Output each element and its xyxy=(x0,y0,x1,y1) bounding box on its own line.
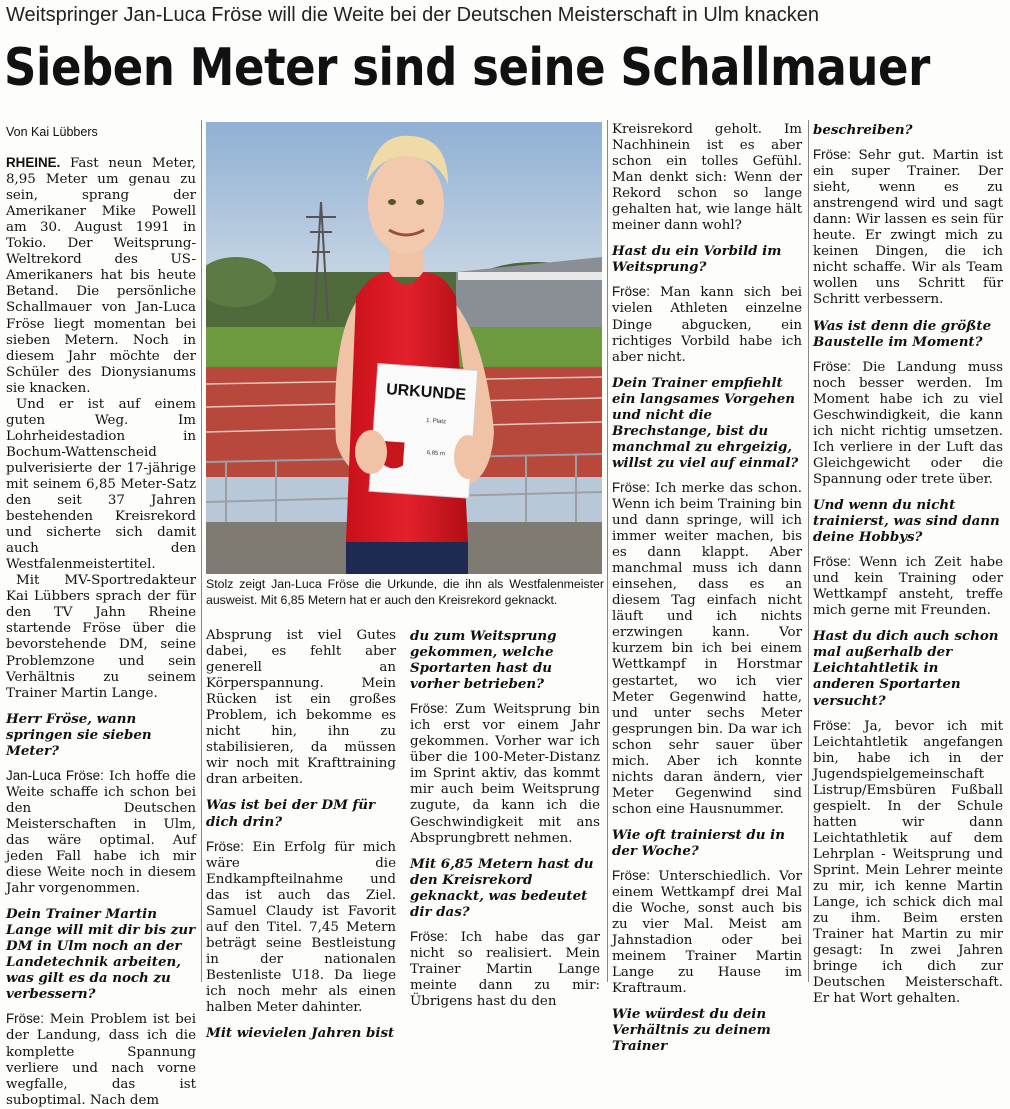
question: Dein Trainer Martin Lange will mit dir bis zur DM in Ulm noch an der Landetechnik arbeiten, was gilt es da noch zu verbessern? xyxy=(6,906,196,1003)
question: Herr Fröse, wann springen sie sieben Meter? xyxy=(6,710,152,759)
question: Was ist bei der DM für dich drin? xyxy=(206,797,376,830)
dateline: RHEINE. xyxy=(6,155,61,171)
speaker: Fröse: xyxy=(813,147,851,163)
column-rule xyxy=(607,120,608,982)
column-rule xyxy=(201,120,202,982)
answer xyxy=(6,1011,196,1108)
answer xyxy=(813,359,1003,488)
article-photo xyxy=(206,122,602,574)
speaker: Fröse: xyxy=(206,838,244,854)
speaker: Fröse: xyxy=(410,928,448,944)
answer-continued: Kreisrekord geholt. Im Nachhinein ist es aber schon ein tolles Gefühl. Man denkt sich: Wenn der Rekord schon so lange gehalten hat, wie lange hält meiner dann wohl? xyxy=(612,122,802,234)
question-continued: du zum Weitsprung gekommen, welche Sportarten hast du vorher betrieben? xyxy=(410,628,557,693)
certificate-result: 6,85 m xyxy=(426,450,446,458)
certificate-title: URKUNDE xyxy=(385,381,467,404)
speaker: Fröse: xyxy=(410,701,448,717)
question: Dein Trainer empfiehlt ein langsames Vorgehen und nicht die Brechstange, bist du manchmal zu ehrgeizig, willst zu viel auf einmal? xyxy=(612,374,799,471)
question: Mit wievielen Jahren bist xyxy=(206,1025,395,1042)
answer xyxy=(813,554,1003,619)
question: Wie würdest du dein Verhältnis zu deinem Trainer xyxy=(612,1006,771,1055)
question: Was ist denn die größte Baustelle im Moment? xyxy=(813,317,992,350)
intro-paragraph: Mit MV-Sportredakteur Kai Lübbers sprach der für den TV Jahn Rheine startende Fröse über die bevorstehende DM, seine Problemzone und sein Verhältnis zu seinem Trainer Martin Lange. xyxy=(6,573,196,701)
byline: Von Kai Lübbers xyxy=(6,125,98,139)
answer xyxy=(612,284,802,365)
athlete-photo-illustration xyxy=(206,122,602,574)
column-4 xyxy=(612,122,802,1064)
answer-text: Man kann sich bei vielen Athleten einzelne Dinge abgucken, ein richtiges Vorbild habe ich aber nicht. xyxy=(612,285,802,365)
answer xyxy=(410,701,600,846)
speaker: Fröse: xyxy=(813,717,851,733)
question-continued: beschreiben? xyxy=(813,122,913,138)
column-1 xyxy=(6,124,196,1109)
answer-text: Ja, bevor ich mit Leichtahtletik angefangen bin, habe ich in der Jugendspielgemeinschaft Listrup/Emsbüren Fußball gespielt. In der Schule hatten wir dann Leichtathletik auf dem Lehrplan - Weitsprung und Sprint. Mein Lehrer meinte zu mir, ich kenne Martin Lange, ich schick dich mal zu ihm. Beim ersten Trainer hat Martin zu mir gesagt: In zwei Jahren bringe ich dich zur Deutschen Meisterschaft. Er hat Wort gehalten. xyxy=(813,718,1004,1007)
kicker: Weitspringer Jan-Luca Fröse will die Weite bei der Deutschen Meisterschaft in Ulm knacken xyxy=(6,4,819,26)
speaker: Fröse: xyxy=(6,1011,44,1027)
answer-text: Die Landung muss noch besser werden. Im Moment habe ich zu viel Geschwindigkeit, die kann ich nicht richtig umsetzen. Ich verliere in der Luft das Gleichgewicht oder die Spannung oder trete über. xyxy=(813,359,1003,487)
answer-text: Ein Erfolg für mich wäre die Endkampfteilnahme und das ist auch das Ziel. Samuel Claudy ist Favorit auf den Titel. 7,45 Metern beträgt seine Bestleistung in der nationalen Bestenliste U18. Da liege ich noch mehr als einen halben Meter dahinter. xyxy=(206,839,396,1016)
column-5 xyxy=(813,122,1003,1007)
answer xyxy=(813,147,1003,308)
question: Hast du dich auch schon mal außerhalb der Leichtahtletik in anderen Sportarten versucht? xyxy=(813,628,999,709)
column-rule xyxy=(808,120,809,982)
question: Wie oft trainierst du in der Woche? xyxy=(612,826,785,859)
speaker: Jan-Luca Fröse: xyxy=(6,767,104,783)
answer xyxy=(6,768,196,897)
speaker: Fröse: xyxy=(612,868,650,884)
answer-continued: Absprung ist viel Gutes dabei, es fehlt aber generell an Körperspannung. Mein Rücken ist ein großes Problem, ich bekomme es nicht hin, ihn zu stabilisieren, da müssen wir noch mit Krafttraining dran arbeiten. xyxy=(206,628,396,788)
answer xyxy=(813,718,1003,1008)
speaker: Fröse: xyxy=(612,479,650,495)
intro-paragraph xyxy=(6,155,196,397)
question: Hast du ein Vorbild im Weitsprung? xyxy=(612,243,782,276)
certificate-place: 1. Platz xyxy=(425,418,447,426)
intro-paragraph: Und er ist auf einem guten Weg. Im Lohrheidestadion in Bochum-Wattenscheid pulverisierte der 17-jährige mit seinem 6,85 Meter-Satz den seit 37 Jahren bestehenden Kreisrekord und sicherte sich damit auch den Westfalenmeistertitel. xyxy=(6,396,196,573)
speaker: Fröse: xyxy=(612,284,650,300)
speaker: Fröse: xyxy=(813,358,851,374)
answer-text: Sehr gut. Martin ist ein super Trainer. Der sieht, wenn es zu anstrengend wird und sagt dann: Wir lassen es sein für heute. Er zwingt mich zu keinen Dingen, die ich nicht schaffe. Wir als Team wollen uns Schritt für Schritt verbessern. xyxy=(813,148,1003,308)
answer xyxy=(410,929,600,1010)
intro-text: Fast neun Meter, 8,95 Meter um genau zu sein, sprang der Amerikaner Mike Powell am 30. August 1991 in Tokio. Der Weitsprung-Weltrekord des US-Amerikaners hat bis heute Betand. Die persönliche Schallmauer von Jan-Luca Fröse liegt momentan bei sieben Metern. Noch in diesem Jahr möchte der Schüler des Dionysianums sie knacken. xyxy=(6,156,196,396)
headline: Sieben Meter sind seine Schallmauer xyxy=(4,38,930,98)
answer-text: Wenn ich Zeit habe und kein Training oder Wettkampf ansteht, treffe mich gerne mit Freunden. xyxy=(813,555,1003,619)
answer-text: Ich merke das schon. Wenn ich beim Training bin und dann springe, will ich immer weiter machen, bis es dann klappt. Aber manchmal muss ich dann einsehen, dass es an diesem Tag einfach nicht läuft und ich nichts erzwingen kann. Vor kurzem bin ich bei einem Wettkampf in Horstmar gestartet, wo ich vier Meter Gegenwind hatte, und unter sechs Meter gesprungen bin. Da war ich schon sehr sauer über mich. Aber ich konnte nichts daran ändern, vier Meter Gegenwind sind schon eine Hausnummer. xyxy=(612,480,802,817)
question: Und wenn du nicht trainierst, was sind dann deine Hobbys? xyxy=(813,496,1000,546)
question: Mit 6,85 Metern hast du den Kreisrekord geknackt, was bedeutet dir das? xyxy=(410,855,594,920)
answer-text: Ich hoffe die Weite schaffe ich schon bei den Deutschen Meisterschaften in Ulm, das wäre optimal. Auf jeden Fall habe ich mir diese Weite noch in diesem Jahr vorgenommen. xyxy=(6,768,196,897)
column-2 xyxy=(206,628,396,1050)
answer-text: Mein Problem ist bei der Landung, dass ich die komplette Spannung verliere und nach vorne wegfalle, das ist suboptimal. Nach dem xyxy=(6,1012,196,1108)
answer-text: Unterschiedlich. Vor einem Wettkampf drei Mal die Woche, sonst auch bis zu vier Mal. Meist am Jahnstadion oder bei meinem Trainer Martin Lange zu Hause im Kraftraum. xyxy=(612,869,802,997)
answer xyxy=(612,480,802,818)
answer xyxy=(206,839,396,1017)
photo-caption: Stolz zeigt Jan-Luca Fröse die Urkunde, die ihn als Westfalenmeister ausweist. Mit 6,85 Metern hat er auch den Kreisrekord geknackt. xyxy=(206,577,604,607)
answer-text: Zum Weitsprung bin ich erst vor einem Jahr gekommen. Vorher war ich über die 100-Meter-Distanz im Sprint aktiv, das kommt mir auch beim Weitsprung zugute, da kann ich die Geschwindigkeit mit ans Absprungbrett nehmen. xyxy=(410,702,600,846)
answer xyxy=(612,868,802,997)
column-3 xyxy=(410,628,600,1010)
answer-text: Ich habe das gar nicht so realisiert. Mein Trainer Martin Lange meinte dann zu mir: Übrigens hast du den xyxy=(410,929,601,1009)
speaker: Fröse: xyxy=(813,554,851,570)
